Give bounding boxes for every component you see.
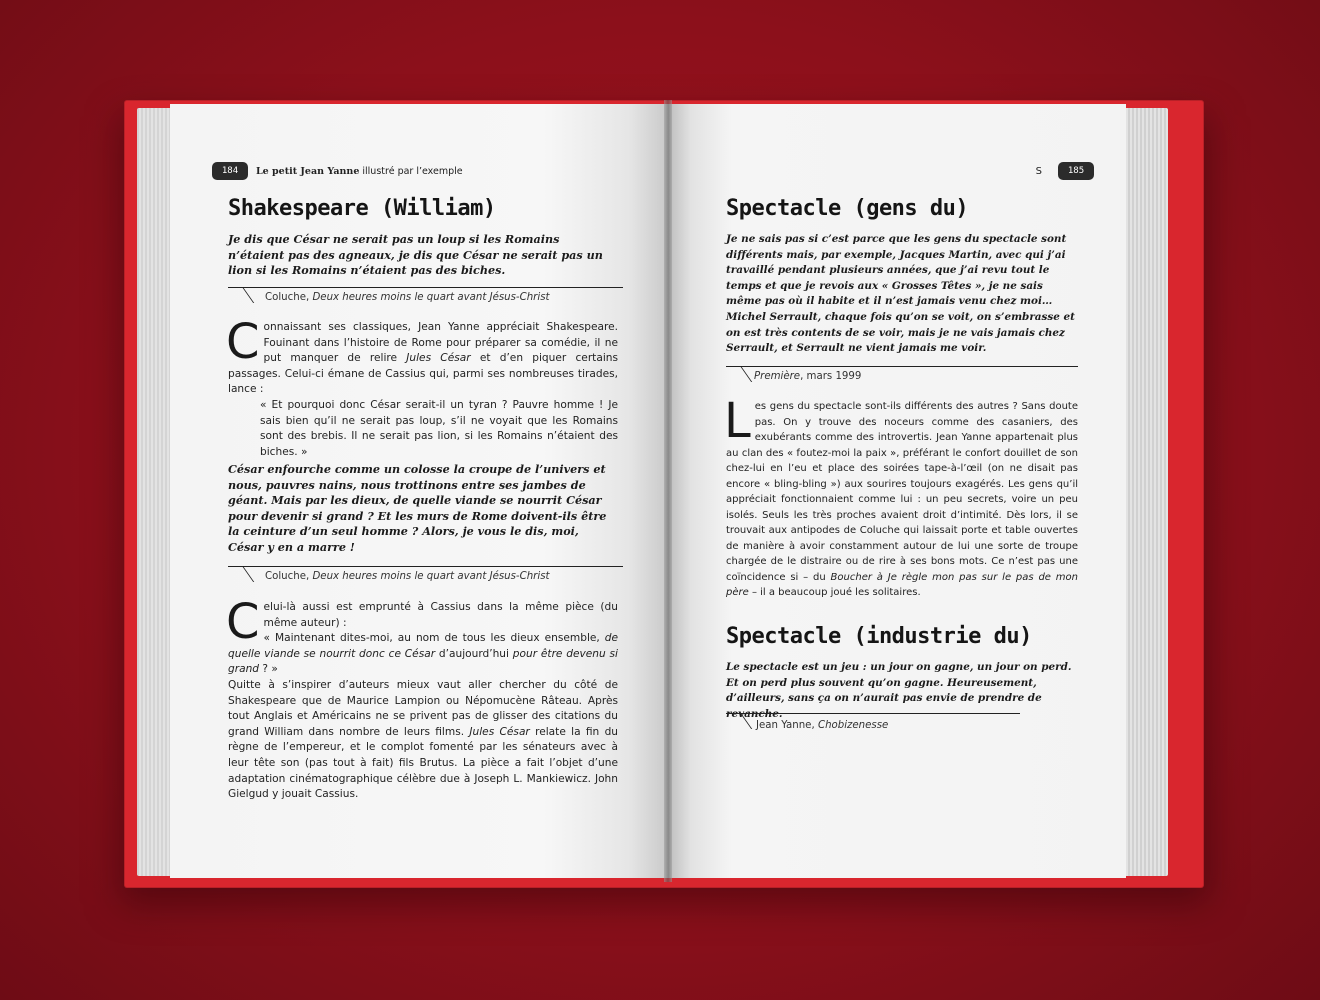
attribution-work: Deux heures moins le quart avant Jésus-Christ (312, 292, 550, 303)
paragraph-1 (226, 314, 618, 460)
right-page-stack (1122, 108, 1168, 876)
cassius-citation-2-italic: de quelle viande se nourrit donc ce César (228, 632, 618, 660)
entry-title-spectacle-gens: Spectacle (gens du) (726, 196, 969, 221)
attribution-2 (265, 571, 550, 582)
book-gutter (664, 100, 672, 882)
right-page (668, 104, 1126, 878)
page-number-badge: 185 (1058, 162, 1094, 180)
drop-cap: C (226, 314, 260, 370)
cassius-citation-2b: d’aujourd’hui (435, 647, 513, 660)
epigraph-quote-4: Le spectacle est un jeu : un jour on gagne, un jour on perd. Et on perd plus souvent qu’on gagne. Heureusement, d’ailleurs, sans ça on n’aurait pas envie de prendre de revanche. (726, 661, 1072, 720)
paragraph-1-text: onnaissant ses classiques, Jean Yanne appréciait Shakespeare. Fouinant dans l’histoire de Rome pour préparer sa comédie, il ne put manquer de relire (263, 321, 618, 365)
paragraph-3-text: Quitte à s’inspirer d’auteurs mieux vaut aller chercher du côté de Shakespeare que de Maurice Lampion ou Népomucène Râteau. Après tout Anglais et Américains ne se privent pas de glisser des citations du grand William dans nombre de leurs films. (228, 679, 618, 738)
cassius-citation-2c: ? » (259, 663, 278, 676)
paragraph-3 (228, 678, 618, 803)
epigraph-quote-3: Je ne sais pas si c’est parce que les gens du spectacle sont différents mais, par exemple, Jacques Martin, avec qui j’ai travaillé pendant plusieurs années, que j’ai revu tout le temps et que je revois aux « Grosses Têtes », je ne sais même pas où il habite et il n’est jamais venu chez moi… Michel Serrault, chaque fois qu’on se voit, on s’embrasse et on est très contents de se voir, mais je ne vais jamais chez Serrault, et Serrault ne vient jamais me voir. (726, 233, 1075, 355)
paragraph-4-italic: Boucher à Je règle mon pas sur le pas de mon père (726, 571, 1078, 598)
attribution-work: Deux heures moins le quart avant Jésus-Christ (312, 571, 550, 582)
running-subtitle: illustré par l’exemple (362, 165, 463, 177)
attribution-1 (265, 292, 550, 303)
drop-cap: L (724, 393, 751, 449)
attribution-4 (756, 720, 888, 731)
cassius-citation-1: « Et pourquoi donc César serait-il un tyran ? Pauvre homme ! Je sais bien qu’il ne serait pas loup, s’il ne voyait que les Romains sont des brebis. Il ne serait pas lion, si les Romains n’étaient des biches. » (260, 398, 618, 458)
attribution-date: , mars 1999 (800, 371, 862, 382)
paragraph-1-text-b: et d’en piquer certains passages. Celui-ci émane de Cassius qui, parmi ses nombreuses tirades, lance : (228, 352, 618, 396)
cassius-citation-2-italic2: pour être devenu si grand (228, 647, 618, 676)
epigraph-quote-2: César enfourche comme un colosse la croupe de l’univers et nous, pauvres nains, nous trottinons entre ses jambes de géant. Mais par les dieux, de quelle viande se nourrit César pour devenir si grand ? Et les murs de Rome doivent-ils être la ceinture d’un seul homme ? Alors, je vous le dis, moi, César y en a marre ! (228, 462, 607, 554)
paragraph-2-text: elui-là aussi est emprunté à Cassius dans la même pièce (du même auteur) : (263, 601, 618, 629)
left-page (170, 104, 668, 878)
drop-cap: C (226, 594, 260, 650)
running-title: Le petit Jean Yanne (256, 165, 360, 177)
paragraph-4-text: es gens du spectacle sont-ils différents des autres ? Sans doute pas. On y trouve des noceurs comme des casaniers, des exubérants comme des introvertis. Jean Yanne appartenait plus au clan des « foutez-moi la paix », préférant le confort douillet de son chez-lui en l’eu et place des soirées tape-à-l’œil (on ne disait pas encore « bling-bling ») aux sourires toujours exagérés. Les gens qu’il appréciait fonctionnaient comme lui : un peu secrets, voire un peu isolés. Seuls les très proches avaient droit d’intimité. Dès lors, il se trouvait aux antipodes de Coluche qui laissait porte et table ouvertes de manière à avoir constamment autour de lui une sorte de troupe chargée de le distraire ou de rire à ses bons mots. Ce n’est pas une coïncidence si – du (726, 401, 1078, 583)
attribution-author: Coluche, (265, 571, 310, 582)
left-running-header (212, 162, 463, 180)
cassius-citation-2a: « Maintenant dites-moi, au nom de tous les dieux ensemble, (263, 632, 605, 645)
paragraph-3-italic: Jules César (469, 725, 530, 738)
entry-title-shakespeare: Shakespeare (William) (228, 196, 496, 221)
paragraph-4 (724, 393, 1078, 601)
section-letter: S (1035, 165, 1042, 177)
attribution-work: Première (754, 371, 801, 382)
paragraph-1-italic: Jules César (406, 352, 471, 365)
right-running-header (1036, 162, 1094, 180)
attribution-author: Coluche, (265, 292, 310, 303)
paragraph-2 (226, 594, 618, 678)
entry-title-spectacle-industrie: Spectacle (industrie du) (726, 624, 1032, 649)
paragraph-4-text-b: – il a beaucoup joué les solitaires. (748, 587, 921, 598)
attribution-author: Jean Yanne, (756, 720, 815, 731)
page-number-badge: 184 (212, 162, 248, 180)
epigraph-quote-1: Je dis que César ne serait pas un loup si les Romains n’étaient pas des agneaux, je dis que César ne serait pas un lion si les Romains n’étaient pas des biches. (228, 232, 603, 278)
paragraph-3-text-b: relate la fin du règne de l’empereur, et le complot fomenté par les sénateurs avec à leur tête son (pas tout à fait) fils Brutus. La pièce a fait l’objet d’une adaptation cinématographique célèbre due à Joseph L. Mankiewicz. John Gielgud y jouait Cassius. (228, 725, 619, 801)
attribution-work: Chobizenesse (817, 720, 889, 731)
attribution-3 (754, 371, 861, 382)
